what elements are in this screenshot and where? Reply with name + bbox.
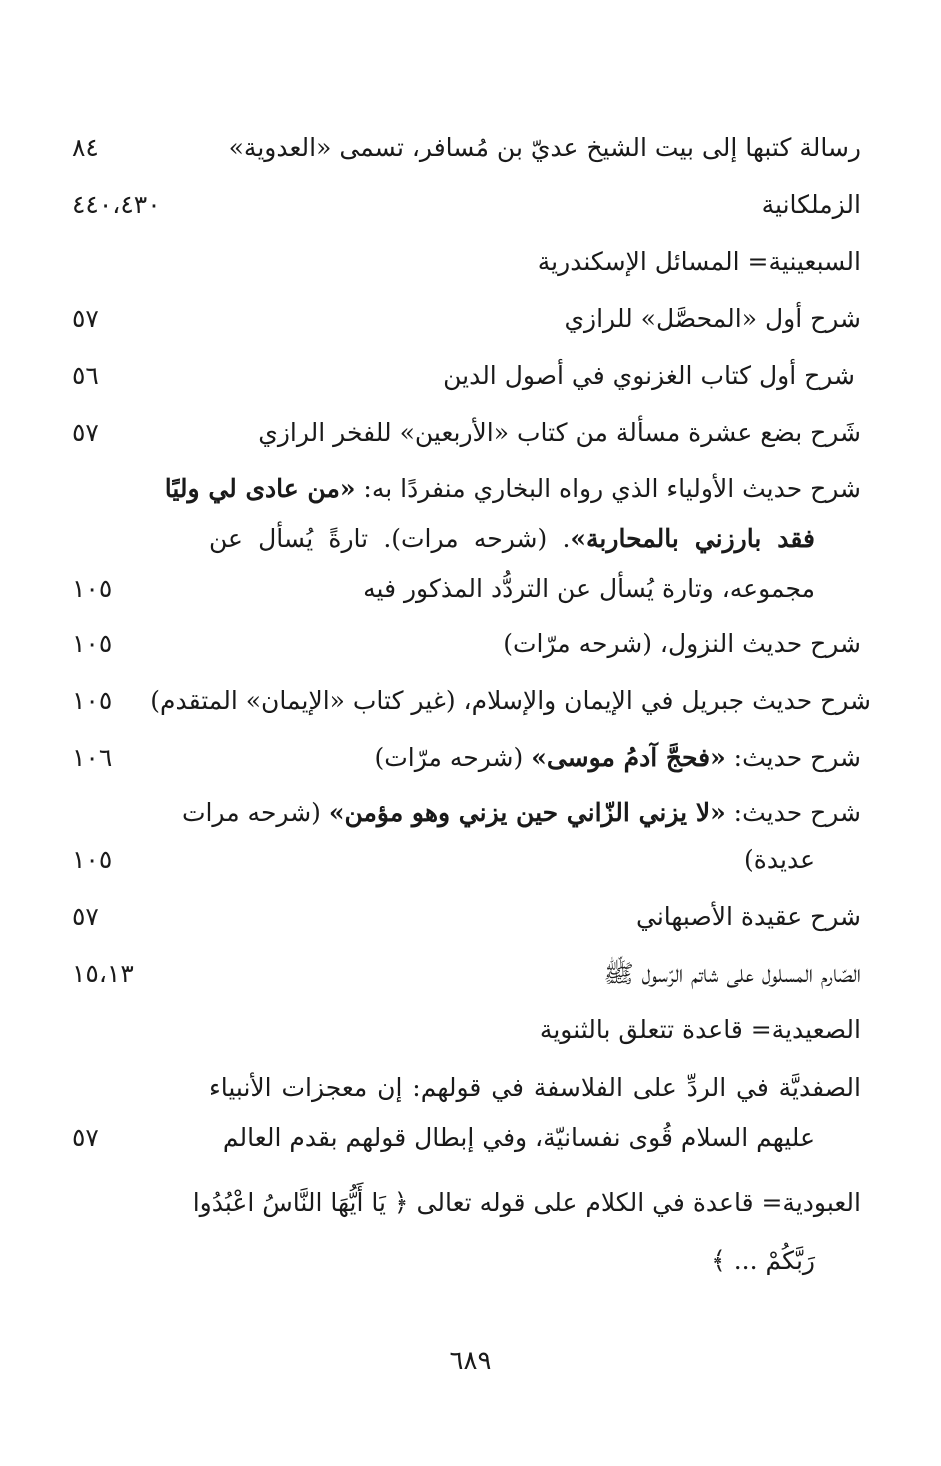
index-entry-pages: ٥٧: [72, 1123, 99, 1152]
index-entry-title-line-3: مجموعه، وتارة يُسأل عن التردُّد المذكور فيه: [363, 574, 815, 603]
index-entry-pages: ١٠٥: [72, 845, 113, 874]
index-entry-title: [375, 741, 861, 775]
index-entry-text: (شرحه مرّات): [374, 743, 532, 772]
index-entry-pages: ٥٧: [72, 304, 99, 333]
index-entry-text: شرح حديث:: [725, 743, 861, 772]
index-entry-title: شرح أول «المحصَّل» للرازي: [564, 304, 861, 333]
index-entry-title-line-1: العبودية= قاعدة في الكلام على قوله تعالى ﴿ يَا أَيُّهَا النَّاسُ اعْبُدُوا: [192, 1188, 861, 1217]
index-entry-pages: ٥٧: [72, 418, 99, 447]
index-entry-text: . (شرحه مرات). تارةً يُسأل عن: [209, 524, 571, 553]
index-entry-pages: ٥٧: [72, 902, 99, 931]
index-entry-title: الصّارم المسلول على شاتم الرّسول ﷺ: [603, 959, 861, 988]
index-entry-pages: ١٠٦: [72, 743, 113, 772]
index-entry-title: السبعينية= المسائل الإسكندرية: [537, 247, 861, 276]
index-entry-pages: ٤٤٠،٤٣٠: [72, 190, 161, 219]
index-entry-title-line-1: [164, 472, 861, 506]
index-entry-title-line-2: عديدة): [744, 845, 815, 874]
index-entry-title-line-1: [181, 796, 861, 830]
index-entry-title-line-2: عليهم السلام قُوى نفسانيّة، وفي إبطال قولهم بقدم العالم: [222, 1123, 815, 1152]
index-entry-text: (شرحه مرات: [181, 798, 329, 827]
index-entry-title: شَرح بضع عشرة مسألة من كتاب «الأربعين» للفخر الرازي: [258, 418, 861, 447]
hadith-quote: فقد بارزني بالمحاربة»: [570, 524, 815, 553]
index-entry-pages: ١٠٥: [72, 574, 113, 603]
hadith-quote: «من عادى لي وليًا: [164, 474, 356, 503]
index-entry-text: شرح حديث الأولياء الذي رواه البخاري منفردًا به:: [355, 474, 861, 503]
index-entry-pages: ١٠٥: [72, 629, 113, 658]
hadith-quote: «لا يزني الزّاني حين يزني وهو مؤمن»: [328, 798, 726, 827]
index-entry-title: الصعيدية= قاعدة تتعلق بالثنوية: [539, 1015, 861, 1044]
index-entry-title: الزملكانية: [761, 190, 861, 219]
index-entry-title: شرح حديث النزول، (شرحه مرّات): [503, 629, 861, 658]
index-entry-title: شرح عقيدة الأصبهاني: [635, 902, 861, 931]
index-entry-pages: ١٥،١٣: [72, 959, 134, 988]
index-entry-pages: ١٠٥: [72, 686, 113, 715]
index-entry-title: شرح أول كتاب الغزنوي في أصول الدين: [443, 361, 855, 390]
index-entry-title: رسالة كتبها إلى بيت الشيخ عديّ بن مُسافر، تسمى «العدوية»: [228, 133, 861, 162]
index-entry-pages: ٥٦: [72, 361, 99, 390]
index-entry-text: شرح حديث:: [725, 798, 861, 827]
hadith-quote: «فحجَّ آدمُ موسى»: [531, 743, 726, 772]
page-number: ٦٨٩: [449, 1346, 492, 1376]
index-entry-title-line-2: رَبَّكُمْ ... ﴾: [711, 1246, 815, 1275]
index-entry-pages: ٨٤: [72, 133, 99, 162]
index-entry-title-line-2: [209, 522, 815, 556]
index-entry-title: شرح حديث جبريل في الإيمان والإسلام، (غير كتاب «الإيمان» المتقدم): [150, 686, 871, 715]
index-entry-title-line-1: الصفديَّة في الردِّ على الفلاسفة في قولهم: إن معجزات الأنبياء: [209, 1073, 861, 1102]
